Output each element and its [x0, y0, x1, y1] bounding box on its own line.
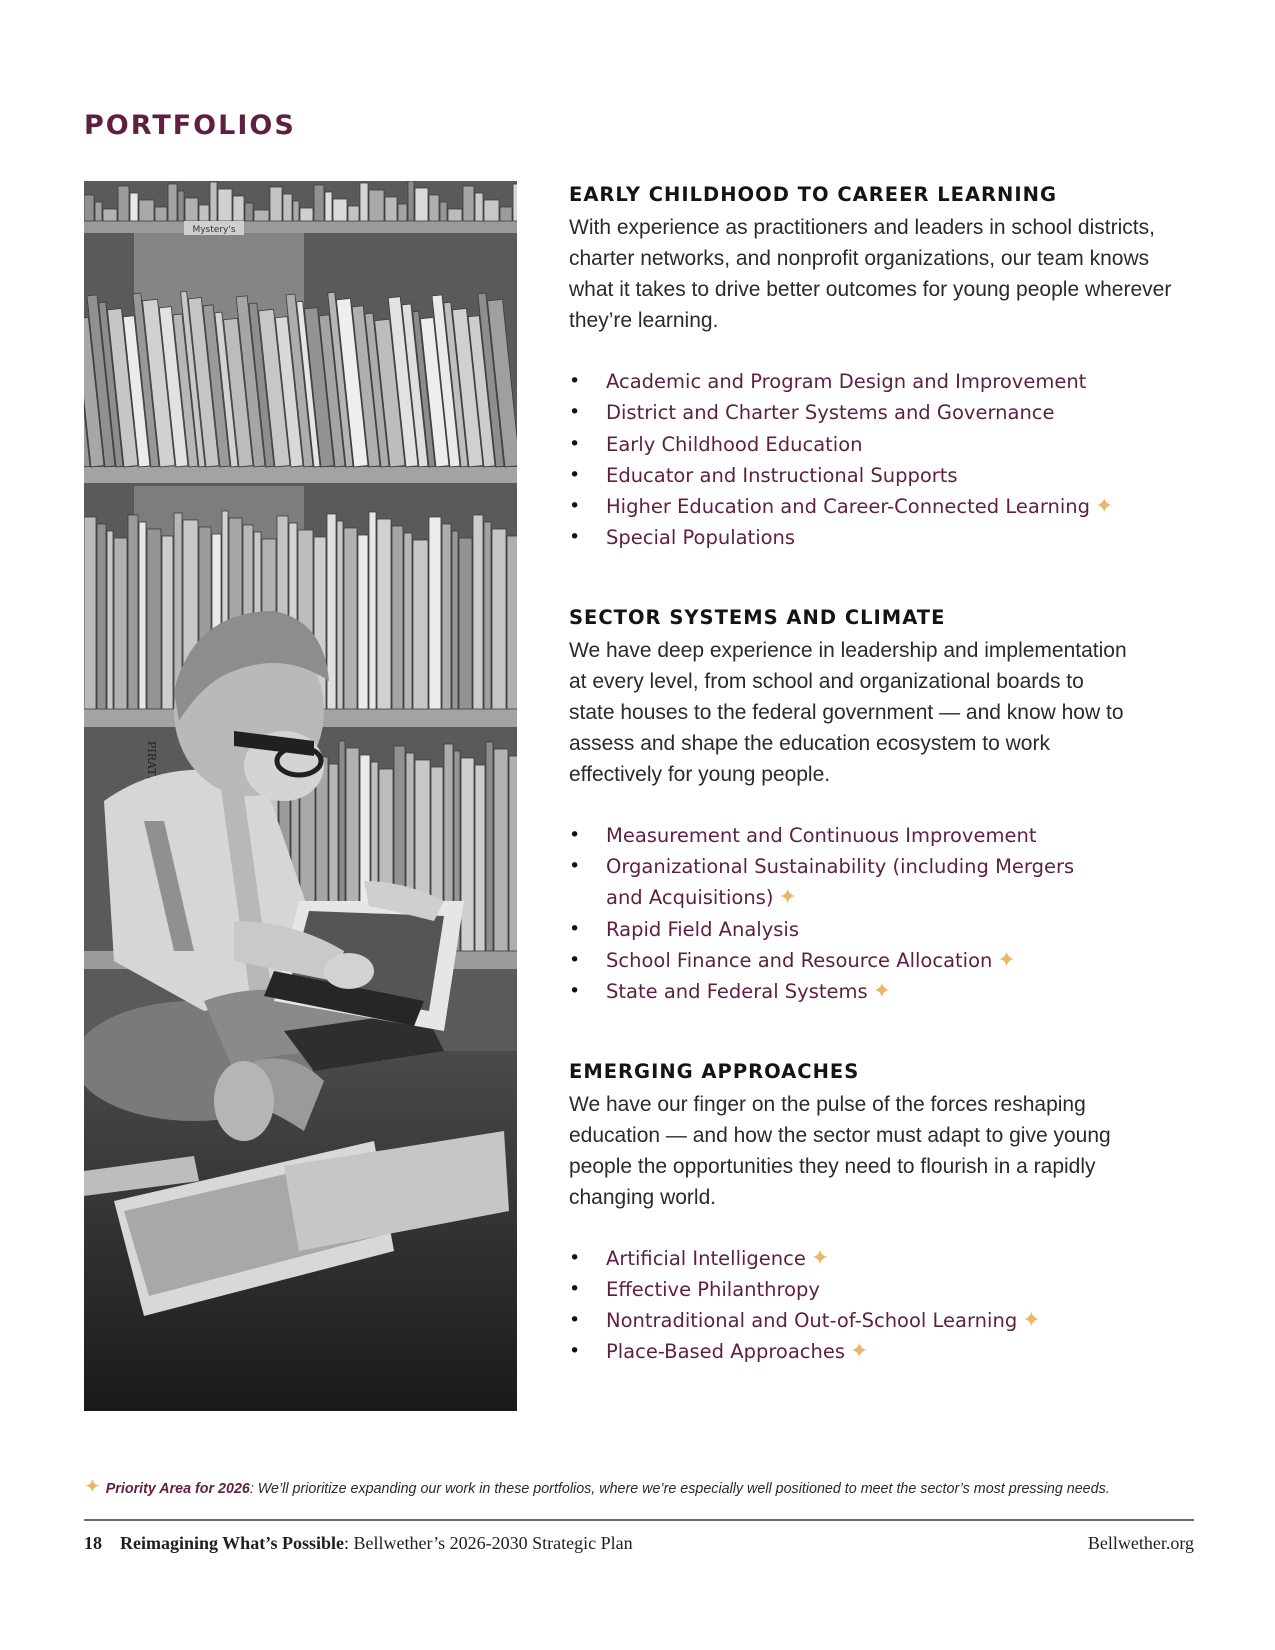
bullet-dot-icon: •: [569, 526, 581, 549]
book-spine: [459, 538, 472, 709]
portfolio-item: [569, 491, 1189, 522]
book-spine: [442, 524, 451, 709]
bullet-dot-icon: •: [569, 370, 581, 392]
portfolio-item: [569, 820, 1129, 851]
book-spine: [348, 206, 359, 221]
book-spine: [369, 512, 376, 709]
book-spine: [293, 201, 299, 221]
book-spine: [139, 522, 146, 709]
book-spine: [283, 194, 292, 221]
footer-left: [84, 1533, 633, 1554]
book-spine: [314, 185, 324, 221]
portfolio-item-label: State and Federal Systems: [606, 980, 868, 1004]
book-spine: [337, 521, 343, 709]
priority-footnote: [84, 1474, 1194, 1499]
bullet-dot-icon: •: [569, 432, 581, 455]
book-spine: [325, 192, 332, 221]
book-spine: [500, 207, 512, 221]
bullet-dot-icon: •: [569, 1340, 581, 1363]
book-spine: [114, 538, 127, 709]
book-spine: [178, 191, 184, 221]
book-spine: [475, 193, 483, 221]
site-link[interactable]: Bellwether.org: [1087, 1533, 1194, 1553]
portfolio-item: [569, 1336, 1129, 1367]
section-heading: EMERGING APPROACHES: [569, 1059, 860, 1083]
portfolio-item: [569, 460, 1189, 491]
portfolio-item: [569, 914, 1129, 945]
book-spine: [84, 517, 96, 709]
portfolio-item-label: Special Populations: [606, 526, 796, 550]
bullet-dot-icon: •: [569, 401, 581, 424]
bullet-dot-icon: •: [569, 948, 581, 971]
book-spine: [448, 209, 462, 221]
book-spine: [107, 531, 113, 709]
book-spine: [507, 536, 517, 709]
book-spine: [300, 208, 313, 221]
portfolio-list: [569, 1243, 1129, 1368]
priority-star-icon: ✦: [84, 1476, 101, 1498]
book-spine: [95, 202, 102, 221]
footnote-label: Priority Area for 2026: [105, 1481, 250, 1497]
portfolio-item: [569, 851, 1129, 914]
bullet-dot-icon: •: [569, 980, 581, 1003]
book-spine: [358, 535, 368, 709]
bullet-dot-icon: •: [569, 1246, 581, 1269]
priority-star-icon: ✦: [1022, 1308, 1041, 1334]
book-spine: [484, 522, 491, 709]
book-spine: [360, 183, 368, 221]
book-spine: [185, 198, 198, 221]
book-spine: [475, 765, 485, 951]
book-spine: [333, 199, 347, 221]
portfolio-item-label: Rapid Field Analysis: [606, 917, 799, 941]
book-spine: [484, 200, 499, 221]
book-spine: [128, 515, 138, 709]
bullet-dot-icon: •: [569, 823, 581, 846]
book-spine: [461, 758, 474, 951]
bullet-dot-icon: •: [569, 495, 581, 518]
book-spine: [103, 209, 117, 221]
bullet-dot-icon: •: [569, 917, 581, 940]
portfolio-item-label: District and Charter Systems and Governance: [606, 401, 1055, 425]
portfolio-item: [569, 945, 1129, 976]
book-spine: [463, 186, 474, 221]
bullet-dot-icon: •: [569, 855, 581, 878]
book-spine: [440, 202, 447, 221]
portfolio-item: [569, 522, 1189, 553]
priority-star-icon: ✦: [997, 947, 1016, 973]
portfolio-item: [569, 397, 1189, 428]
portfolio-item-label: Nontraditional and Out-of-School Learning: [606, 1309, 1018, 1333]
book-spine: [392, 526, 403, 709]
book-spine: [270, 187, 282, 221]
book-spine: [492, 529, 506, 709]
book-spine: [139, 200, 154, 221]
section-description: With experience as practitioners and leaders in school districts, charter networks, and nonprofit organizations, our team knows what it takes to drive better outcomes for young people wherever they’re learning.: [569, 216, 1172, 332]
priority-star-icon: ✦: [1095, 494, 1114, 520]
portfolio-item-label: Academic and Program Design and Improvement: [606, 370, 1087, 393]
book-spine: [452, 531, 458, 709]
portfolio-item-label: Effective Philanthropy: [606, 1277, 820, 1301]
book-spine: [398, 204, 407, 221]
section-heading: EARLY CHILDHOOD TO CAREER LEARNING: [569, 183, 1057, 206]
book-spine: [97, 524, 106, 709]
document-title: Reimagining What’s Possible: [120, 1533, 345, 1553]
portfolio-item-label: Organizational Sustainability (including Mergers and Acquisitions): [606, 855, 1075, 910]
page-title: PORTFOLIOS: [84, 110, 296, 141]
portfolio-item-label: Place-Based Approaches: [606, 1340, 846, 1364]
book-spine: [413, 540, 428, 709]
footer-divider: [84, 1519, 1194, 1521]
priority-star-icon: ✦: [850, 1339, 869, 1365]
portfolio-item: [569, 366, 1189, 397]
document-subtitle: : Bellwether’s 2026-2030 Strategic Plan: [344, 1533, 633, 1553]
bullet-dot-icon: •: [569, 463, 581, 486]
book-spine: [509, 756, 517, 951]
book-spine: [245, 203, 253, 221]
portfolio-item-label: Educator and Instructional Supports: [606, 463, 958, 487]
portfolio-item: [569, 1243, 1129, 1274]
portfolio-item-label: Higher Education and Career-Connected Learning: [606, 495, 1091, 519]
book-spine: [473, 515, 483, 709]
book-spine: [486, 742, 493, 951]
book-spine: [210, 182, 217, 221]
portfolio-item: [569, 976, 1129, 1007]
portfolio-item: [569, 429, 1189, 460]
portfolio-item-label: Artificial Intelligence: [606, 1246, 806, 1270]
book-spine: [130, 193, 138, 221]
portfolio-item-label: Early Childhood Education: [606, 432, 863, 456]
portfolio-item-label: Measurement and Continuous Improvement: [606, 823, 1037, 847]
portfolio-list: [569, 366, 1189, 554]
book-spine: [218, 189, 232, 221]
book-spine: [429, 517, 441, 709]
shelf-label: Mystery's: [192, 225, 236, 235]
section-emerging-approaches: [569, 1060, 1189, 1368]
portfolio-list: [569, 820, 1129, 1008]
page-footer: [84, 1533, 1194, 1554]
bullet-dot-icon: •: [569, 1277, 581, 1300]
book-spine: [155, 207, 167, 221]
section-early-childhood: [569, 183, 1189, 554]
book-spine: [415, 188, 428, 221]
section-sector-systems: [569, 606, 1189, 1008]
priority-star-icon: ✦: [778, 885, 797, 911]
book-spine: [199, 205, 209, 221]
portfolio-item-label: School Finance and Resource Allocation: [606, 948, 993, 972]
priority-star-icon: ✦: [872, 979, 892, 1005]
book-spine: [147, 529, 161, 709]
book-spine: [408, 181, 414, 221]
portfolio-item: [569, 1274, 1129, 1305]
portfolio-item: [569, 1305, 1129, 1336]
priority-star-icon: ✦: [810, 1245, 830, 1271]
footnote-text: : We’ll prioritize expanding our work in these portfolios, where we’re especially well positioned to meet the sector’s most pressing needs.: [249, 1481, 1110, 1497]
book-spine: [377, 519, 391, 709]
book-spine: [254, 210, 269, 221]
book-spine: [162, 536, 173, 709]
book-spine: [385, 197, 397, 221]
book-spine: [84, 195, 94, 221]
book-spine: [168, 184, 177, 221]
book-spine: [513, 184, 517, 221]
book-spine: [344, 528, 357, 709]
bullet-dot-icon: •: [569, 1309, 581, 1332]
photo-boy-reading-library: [84, 181, 517, 1411]
section-heading: SECTOR SYSTEMS AND CLIMATE: [569, 605, 946, 629]
book-spine: [369, 190, 384, 221]
book-spine: [118, 186, 129, 221]
page-number: 18: [84, 1533, 102, 1553]
book-spine: [404, 533, 412, 709]
book-spine: [494, 749, 508, 951]
section-description: We have our finger on the pulse of the forces reshaping education — and how the sector must adapt to give young people the opportunities they need to flourish in a rapidly changing world.: [569, 1092, 1111, 1209]
book-spine: [233, 196, 244, 221]
portfolio-sections: [569, 183, 1189, 1420]
section-description: We have deep experience in leadership and implementation at every level, from school and organizational boards to state houses to the federal government — and know how to assess and shape the education ecosystem to work effectively for young people.: [569, 638, 1127, 786]
book-spine: [429, 195, 439, 221]
